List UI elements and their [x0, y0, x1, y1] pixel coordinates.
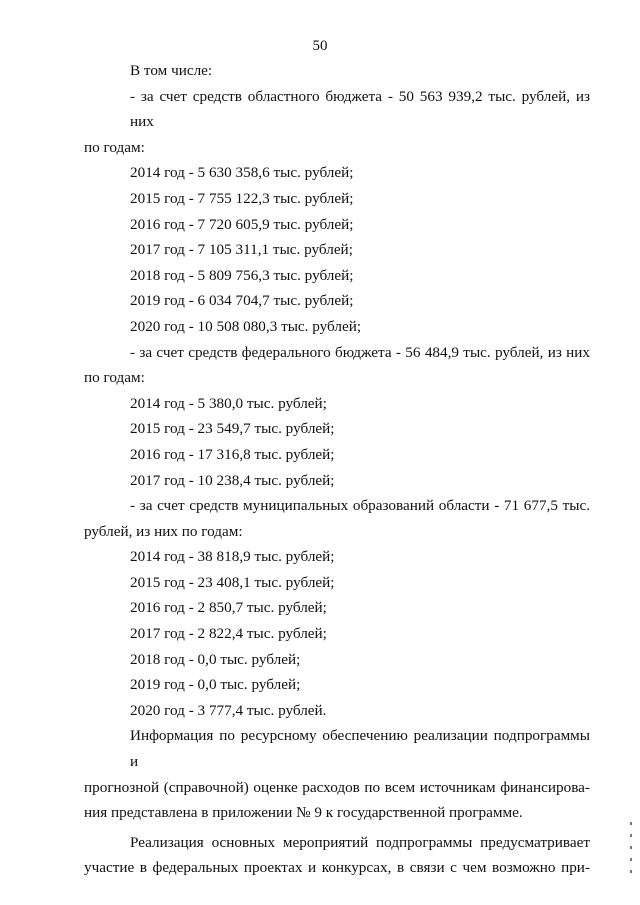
text-line: 2018 год - 0,0 тыс. рублей;	[130, 650, 301, 668]
document-body	[84, 58, 590, 881]
text-line: 2017 год - 7 105 311,1 тыс. рублей;	[130, 241, 353, 259]
scan-dot	[630, 822, 632, 825]
text-line: 2019 год - 0,0 тыс. рублей;	[130, 676, 301, 694]
text-line: 2014 год - 5 380,0 тыс. рублей;	[130, 394, 327, 412]
text-line: 2017 год - 2 822,4 тыс. рублей;	[130, 625, 327, 643]
text-line: Информация по ресурсному обеспечению реализации подпрограммы и	[130, 727, 590, 771]
text-line: 2015 год - 23 549,7 тыс. рублей;	[130, 420, 335, 438]
text-line: 2018 год - 5 809 756,3 тыс. рублей;	[130, 266, 354, 284]
text-line: по годам:	[84, 138, 145, 156]
text-line: 2020 год - 3 777,4 тыс. рублей.	[130, 701, 327, 719]
text-line: ния представлена в приложении № 9 к государственной программе.	[84, 804, 523, 822]
text-line: рублей, из них по годам:	[84, 522, 243, 540]
scan-dot	[630, 870, 632, 873]
text-line: - за счет средств федерального бюджета - 56 484,9 тыс. рублей, из них	[130, 343, 590, 361]
text-line: 2016 год - 17 316,8 тыс. рублей;	[130, 445, 335, 463]
page-number: 50	[312, 38, 328, 54]
text-line: по годам:	[84, 369, 145, 387]
text-line: 2015 год - 7 755 122,3 тыс. рублей;	[130, 189, 354, 207]
text-line: 2016 год - 7 720 605,9 тыс. рублей;	[130, 215, 354, 233]
text-line: 2014 год - 38 818,9 тыс. рублей;	[130, 548, 335, 566]
text-line: участие в федеральных проектах и конкурсах, в связи с чем возможно при-	[84, 859, 590, 877]
scan-dot	[630, 846, 632, 849]
scan-dot	[630, 834, 632, 837]
text-line: 2016 год - 2 850,7 тыс. рублей;	[130, 599, 327, 617]
text-line: 2019 год - 6 034 704,7 тыс. рублей;	[130, 292, 354, 310]
text-line: В том числе:	[130, 62, 213, 79]
text-line: 2020 год - 10 508 080,3 тыс. рублей;	[130, 317, 362, 335]
text-line: 2017 год - 10 238,4 тыс. рублей;	[130, 471, 335, 489]
text-line: 2014 год - 5 630 358,6 тыс. рублей;	[130, 164, 354, 182]
scan-edge-marks	[628, 822, 634, 892]
scan-dot	[630, 858, 632, 861]
text-line: 2015 год - 23 408,1 тыс. рублей;	[130, 573, 335, 591]
text-line: Реализация основных мероприятий подпрограммы предусматривает	[130, 833, 590, 851]
text-line: прогнозной (справочной) оценке расходов по всем источникам финансирова-	[84, 778, 590, 796]
text-line: - за счет средств областного бюджета - 50 563 939,2 тыс. рублей, из них	[130, 87, 590, 131]
text-line: - за счет средств муниципальных образований области - 71 677,5 тыс.	[130, 497, 590, 515]
